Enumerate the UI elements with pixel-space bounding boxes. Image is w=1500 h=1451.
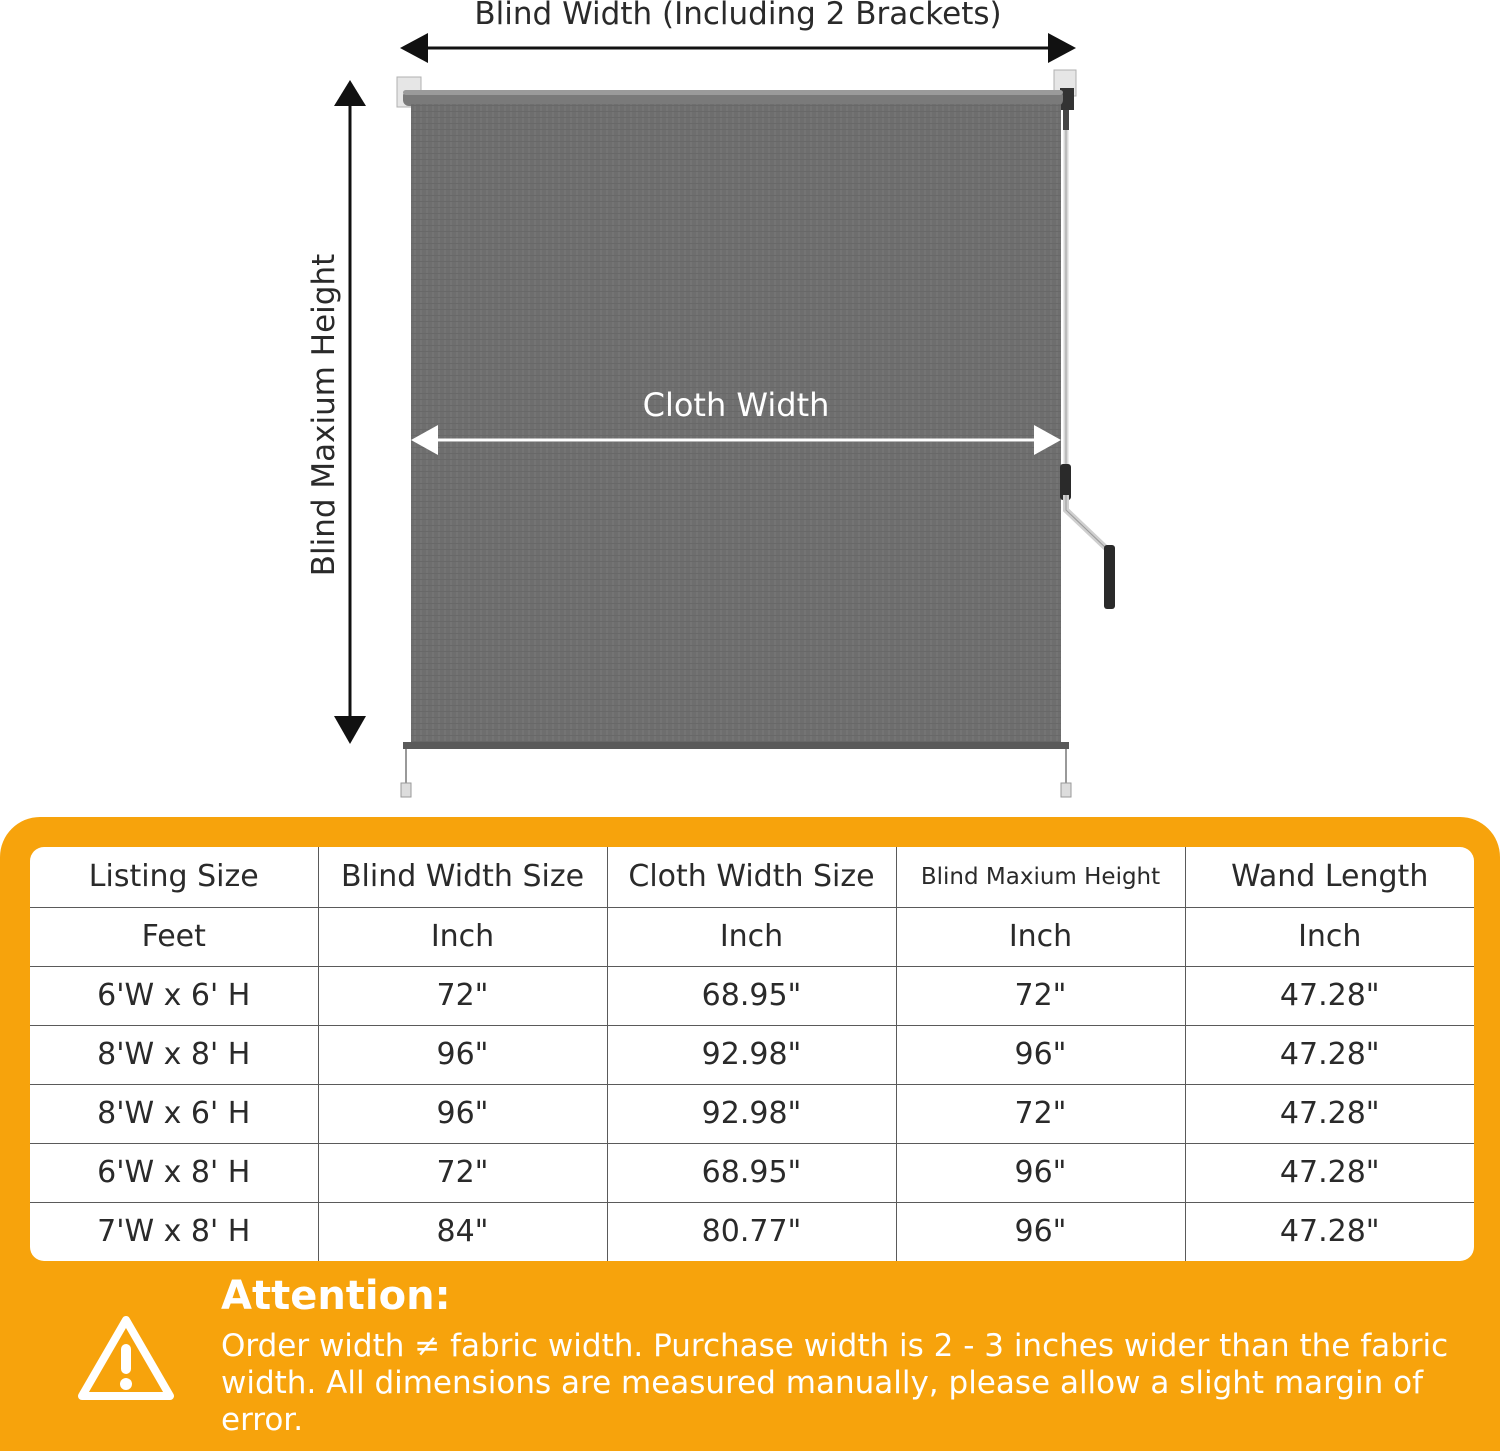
table-cell: 96" [896, 1202, 1185, 1261]
crank-wand [1060, 110, 1115, 609]
header-wand-length: Wand Length [1185, 847, 1474, 907]
table-cell: 47.28" [1185, 1084, 1474, 1143]
table-cell: 72" [896, 1084, 1185, 1143]
table-cell: 8'W x 6' H [30, 1084, 318, 1143]
table-row [30, 966, 1474, 1025]
attention-title: Attention: [221, 1273, 451, 1319]
table-cell: 92.98" [607, 1025, 896, 1084]
table-row [30, 1025, 1474, 1084]
table-cell: 68.95" [607, 1143, 896, 1202]
unit-cell: Inch [607, 907, 896, 966]
table-cell: 84" [318, 1202, 607, 1261]
table-cell: 72" [318, 1143, 607, 1202]
attention-text: Order width ≠ fabric width. Purchase width is 2 - 3 inches wider than the fabric width. All dimensions are measured manually, please allow a slight margin of error. [221, 1328, 1449, 1438]
unit-cell: Inch [318, 907, 607, 966]
cloth-width-label: Cloth Width [642, 386, 830, 424]
table-cell: 96" [318, 1025, 607, 1084]
table-cell: 6'W x 8' H [30, 1143, 318, 1202]
header-row [30, 847, 1474, 907]
table-cell: 68.95" [607, 966, 896, 1025]
unit-cell: Feet [30, 907, 318, 966]
unit-cell: Inch [1185, 907, 1474, 966]
table-cell: 96" [318, 1084, 607, 1143]
table-cell: 7'W x 8' H [30, 1202, 318, 1261]
table-cell: 6'W x 6' H [30, 966, 318, 1025]
blind-height-arrow [334, 80, 366, 744]
right-anchor-clip [1061, 749, 1071, 797]
blind-width-arrow [400, 33, 1076, 63]
header-listing-size: Listing Size [30, 847, 318, 907]
header-blind-maxium-height: Blind Maxium Height [896, 847, 1185, 907]
blind-height-label: Blind Maxium Height [306, 253, 342, 577]
table-row [30, 1084, 1474, 1143]
table-cell: 8'W x 8' H [30, 1025, 318, 1084]
left-anchor-clip [401, 749, 411, 797]
table-row [30, 1143, 1474, 1202]
blind-width-label: Blind Width (Including 2 Brackets) [474, 0, 1002, 32]
warning-icon [76, 1314, 176, 1404]
units-row [30, 907, 1474, 966]
table-row [30, 1202, 1474, 1261]
table-cell: 80.77" [607, 1202, 896, 1261]
table-cell: 47.28" [1185, 1025, 1474, 1084]
shade-fabric [411, 104, 1061, 748]
unit-cell: Inch [896, 907, 1185, 966]
bottom-bar [403, 742, 1069, 749]
table-cell: 47.28" [1185, 1143, 1474, 1202]
table-cell: 92.98" [607, 1084, 896, 1143]
header-blind-width-size: Blind Width Size [318, 847, 607, 907]
table-cell: 47.28" [1279, 1214, 1380, 1250]
table-cell: 47.28" [1185, 966, 1474, 1025]
size-table [30, 847, 1474, 1261]
header-cloth-width-size: Cloth Width Size [607, 847, 896, 907]
table-cell: 96" [896, 1143, 1185, 1202]
table-cell: 72" [318, 966, 607, 1025]
table-cell: 96" [896, 1025, 1185, 1084]
table-cell: 72" [896, 966, 1185, 1025]
